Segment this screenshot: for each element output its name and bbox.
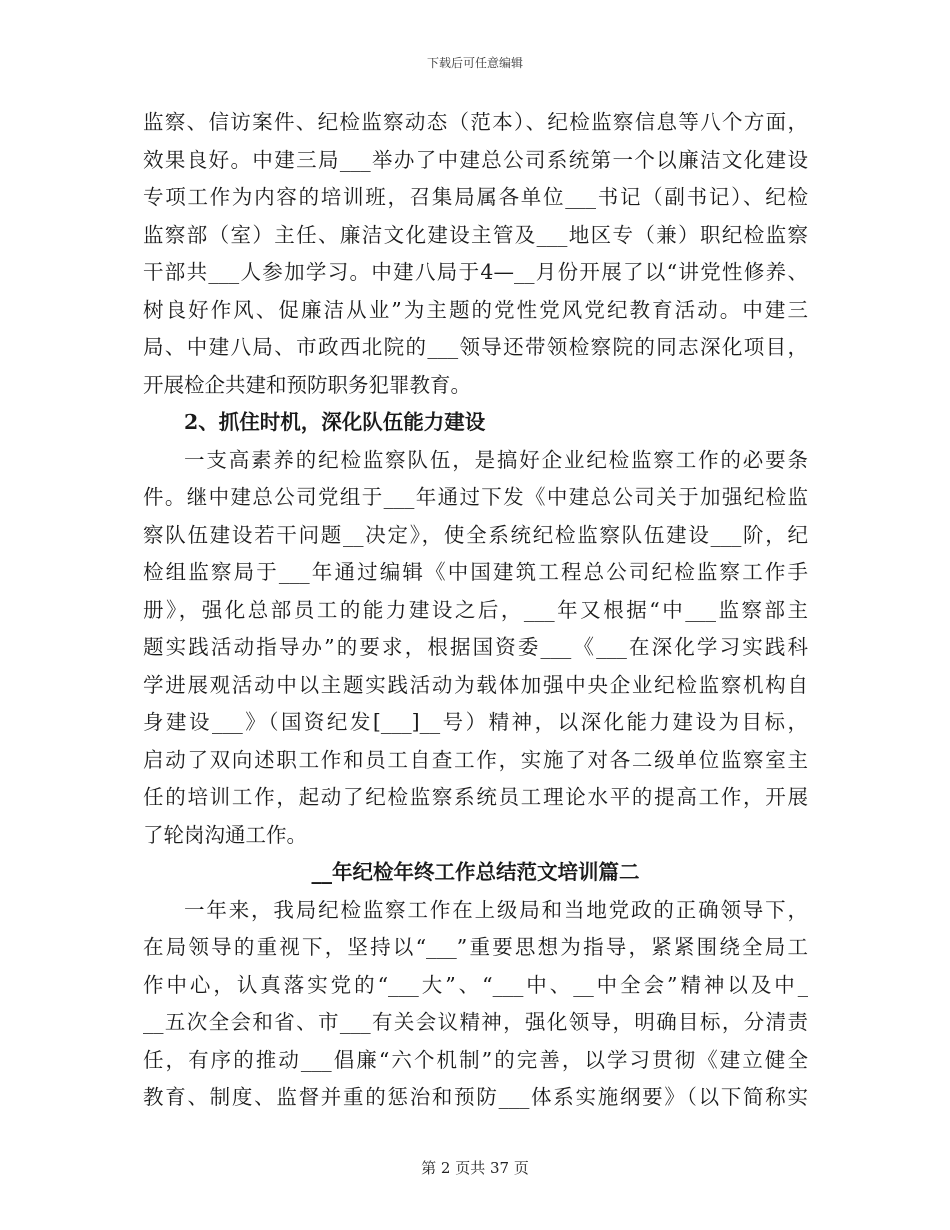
text-line: 开展检企共建和预防职务犯罪教育。 bbox=[143, 372, 471, 397]
page-header-note: 下载后可任意编辑 bbox=[426, 56, 523, 70]
text-line: 教育、制度、监督并重的惩治和预防___体系实施纲要》（以下简称实 bbox=[143, 1085, 808, 1109]
text-line: 局、中建八局、市政西北院的___领导还带领检察院的同志深化项目， bbox=[143, 335, 808, 359]
text-line: 了轮岗沟通工作。 bbox=[143, 822, 307, 847]
section-heading: 2、抓住时机，深化队伍能力建设 bbox=[184, 410, 486, 434]
text-line: 效果良好。中建三局___举办了中建总公司系统第一个以廉洁文化建设 bbox=[143, 147, 808, 172]
page-number: 第 2 页共 37 页 bbox=[421, 1159, 529, 1177]
paragraph-1 bbox=[143, 104, 808, 404]
text-line: 件。继中建总公司党组于___年通过下发《中建总公司关于加强纪检监 bbox=[143, 485, 808, 509]
text-line: 专项工作为内容的培训班，召集局属各单位___书记（副书记）、纪检 bbox=[143, 185, 808, 209]
text-line: 启动了双向述职工作和员工自查工作，实施了对各二级单位监察室主 bbox=[143, 747, 808, 772]
text-line: 监察、信访案件、纪检监察动态（范本）、纪检监察信息等八个方面， bbox=[143, 110, 808, 134]
text-line: 身建设___》（国资纪发[___]__号）精神，以深化能力建设为目标， bbox=[143, 710, 808, 734]
text-line: 作中心，认真落实党的“___大”、“___中、__中全会”精神以及中_ bbox=[143, 972, 808, 997]
article-title: __年纪检年终工作总结范文培训篇二 bbox=[311, 860, 640, 884]
text-line: __五次全会和省、市___有关会议精神，强化领导，明确目标，分清责 bbox=[143, 1010, 808, 1034]
text-line: 一年来，我局纪检监察工作在上级局和当地党政的正确领导下， bbox=[184, 897, 808, 922]
text-line: 在局领导的重视下，坚持以“___”重要思想为指导，紧紧围绕全局工 bbox=[143, 935, 808, 959]
text-line: 任，有序的推动___倡廉“六个机制”的完善，以学习贯彻《建立健全 bbox=[143, 1047, 808, 1072]
document-body bbox=[143, 104, 808, 1117]
paragraph-2 bbox=[143, 442, 808, 855]
text-line: 任的培训工作，起动了纪检监察系统员工理论水平的提高工作，开展 bbox=[143, 785, 808, 809]
text-line: 题实践活动指导办”的要求，根据国资委___《___在深化学习实践科 bbox=[143, 635, 808, 659]
text-line: 一支高素养的纪检监察队伍，是搞好企业纪检监察工作的必要条 bbox=[184, 447, 808, 472]
paragraph-3 bbox=[143, 892, 808, 1117]
text-line: 册》，强化总部员工的能力建设之后，___年又根据“中___监察部主 bbox=[143, 597, 808, 622]
text-line: 学进展观活动中以主题实践活动为载体加强中央企业纪检监察机构自 bbox=[143, 672, 808, 697]
text-line: 树良好作风、促廉洁从业”为主题的党性党风党纪教育活动。中建三 bbox=[143, 297, 808, 322]
text-line: 检组监察局于___年通过编辑《中国建筑工程总公司纪检监察工作手 bbox=[143, 560, 808, 584]
text-line: 监察部（室）主任、廉洁文化建设主管及___地区专（兼）职纪检监察 bbox=[143, 222, 808, 247]
text-line: 察队伍建设若干问题__决定》，使全系统纪检监察队伍建设___阶，纪 bbox=[143, 522, 808, 547]
text-line: 干部共___人参加学习。中建八局于4—__月份开展了以“讲党性修养、 bbox=[143, 260, 808, 284]
